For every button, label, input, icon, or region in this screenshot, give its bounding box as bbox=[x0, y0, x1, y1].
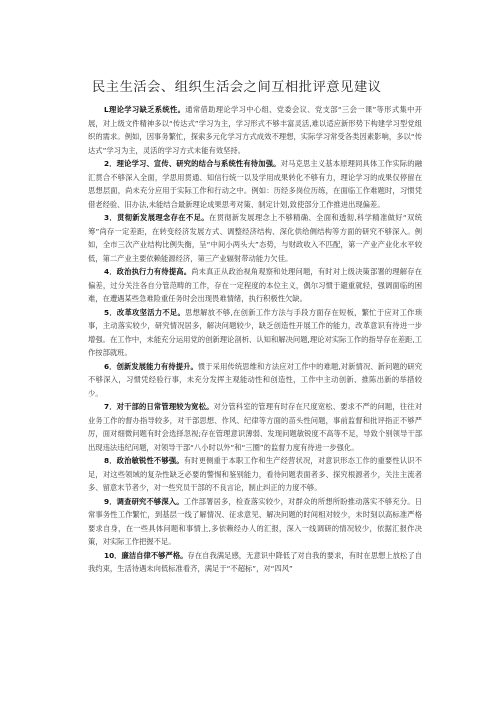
paragraph-text: 有时更侧重于本职工作和生产经营状况，对意识形态工作的重要性认识不足，对这些领域的复杂性缺乏必要的警惕和鉴别能力，看待问题表面者多、探究根源者少，关注主流者多、留意末节者少，对一些究员干部的不良言论，制止纠正的力度不够。 bbox=[88, 456, 423, 492]
paragraph-text: 在贯彻新发展理念上不够精确、全面和透彻,科学精准做好“双统筹”尚存一定差距，在转变经济发展方式、调整经济结构、深化供给侧结构等方面的研究不够深入。例如，全市三次产业结构比例失衡，呈“中间小两头大”态势，与财政收入不匹配，第一产业产业化水平较低，第二产业主要依赖能源经济，第三产业辐射带动能力欠佳。 bbox=[88, 213, 422, 263]
paragraph-heading: L理论学习缺乏系统性。 bbox=[104, 105, 186, 114]
paragraph-text: 对马克思主义基本原理同具体工作实际的融汇贯合不够深入全面，学思用贯通、知信行统一以及学用成果转化不够有力，理论学习的成果仅停留在思想层面，尚未充分应用于实际工作和行动之中。例如：历经多岗位历练，在面临工作难题时，习惯凭借老经验、旧办法,未能结合最新理论成果思考对策、制定计划,致使部分工作推进出现偏差。 bbox=[88, 159, 422, 209]
paragraph-3 bbox=[88, 211, 422, 265]
paragraph-text: 存在自我满足感，无意识中降低了对自我的要求，有时在思想上放松了自我约束，生活待遇未向低标准看齐，满足于“不超标”，对“四风” bbox=[88, 550, 422, 573]
paragraph-2 bbox=[88, 157, 422, 211]
paragraph-text: 工作部署居多，检查落实较少，对群众的所想所盼推动落实不够充分。日常事务性工作繁忙，到基层一线了解情况、征求意见、解决问题的时间相对较少，未时刻以高标准严格要求自身，在一些具体问题和事情上,多依赖经办人的汇报，深入一线调研的情况较少，依据汇报作决策，对实际工作把握不足。 bbox=[88, 496, 423, 546]
paragraph-heading: 9．调查研究不够深入。 bbox=[104, 496, 184, 506]
paragraph-6 bbox=[88, 360, 422, 401]
paragraph-text: 尚未真正从政治视角观察和处理问题，有时对上级决策部署的理解存在偏差，过分关注各自分管范畴的工作，存在一定程度的本位主义，偶尔习惯于避重就轻，强调面临的困难，在遭遇某些急难险重任务时会出现畏难情绪，执行积极性欠缺。 bbox=[88, 267, 422, 303]
paragraph-text: 通常借助理论学习中心组、党委会议、党支部“三会一课”等形式集中开展，对上级文件精神多以“传达式”学习为主，学习形式不够丰富灵活,难以适应新形势下构建学习型党组织的需求。例如，因事务繁忙，探索多元化学习方式成效不理想，实际学习常受各类因素影响，多以“传达式”学习为主，灵活的学习方式未能有效坚持。 bbox=[88, 105, 422, 155]
paragraph-heading: 5．改革攻坚活力不足。 bbox=[104, 307, 186, 317]
paragraph-heading: 3．贯彻新发展理念存在不足。 bbox=[104, 213, 209, 222]
paragraph-heading: 8．政治敏锐性不够强。 bbox=[104, 456, 184, 465]
paragraph-7 bbox=[88, 400, 422, 454]
paragraph-1 bbox=[88, 103, 422, 157]
document-body bbox=[88, 103, 422, 576]
paragraph-text: 惯于采用传统思维和方法应对工作中的难题,对新情况、新问题的研究不够深入，习惯凭经验行事，未充分发挥主观能动性和创造性，工作中主动创新、推陈出新的举措较少。 bbox=[88, 361, 422, 398]
paragraph-heading: 7．对干部的日常管理较为宽松。 bbox=[104, 402, 214, 411]
paragraph-8 bbox=[88, 454, 422, 495]
paragraph-text: 对分管科室的管理有时存在尺度宽松、要求不严的问题，往往对业务工作的督办指导较多，对干部思想、作风、纪律等方面的苗头性问题，事前监督和批评指正不够严厉，面对细微问题有时会选择忽视;存在管理意识薄弱、发现问题敏锐度不高等不足，导致个别领导干部出现违法违纪问题，对领导干部“八小时以外”和“三圈”的监督力度有待进一步强化。 bbox=[88, 402, 423, 452]
paragraph-text: 思想解放不够,在创新工作方法与手段方面存在短板，繁忙于应对工作琐事，主动落实较少，研究情况居多，解决问题较少，缺乏创造性开展工作的能力，改革意识有待进一步增强。在工作中，未能充分运用党的创新理论剖析、认知和解决问题,理论对实际工作的指导存在差距,工作按部就班。 bbox=[88, 307, 422, 357]
paragraph-4 bbox=[88, 265, 422, 306]
paragraph-5 bbox=[88, 306, 422, 360]
paragraph-heading: 6．创新发展能力有待提升。 bbox=[104, 361, 198, 371]
document-title: 民主生活会、组织生活会之间互相批评意见建议 bbox=[92, 80, 382, 95]
paragraph-heading: 10．廉洁自律不够严格。 bbox=[104, 550, 188, 560]
paragraph-9 bbox=[88, 495, 422, 549]
paragraph-10 bbox=[88, 549, 422, 576]
paragraph-heading: 2．理论学习、宣传、研究的结合与系统性有待加强。 bbox=[104, 159, 281, 168]
paragraph-heading: 4．政治执行力有待提高。 bbox=[104, 267, 192, 276]
